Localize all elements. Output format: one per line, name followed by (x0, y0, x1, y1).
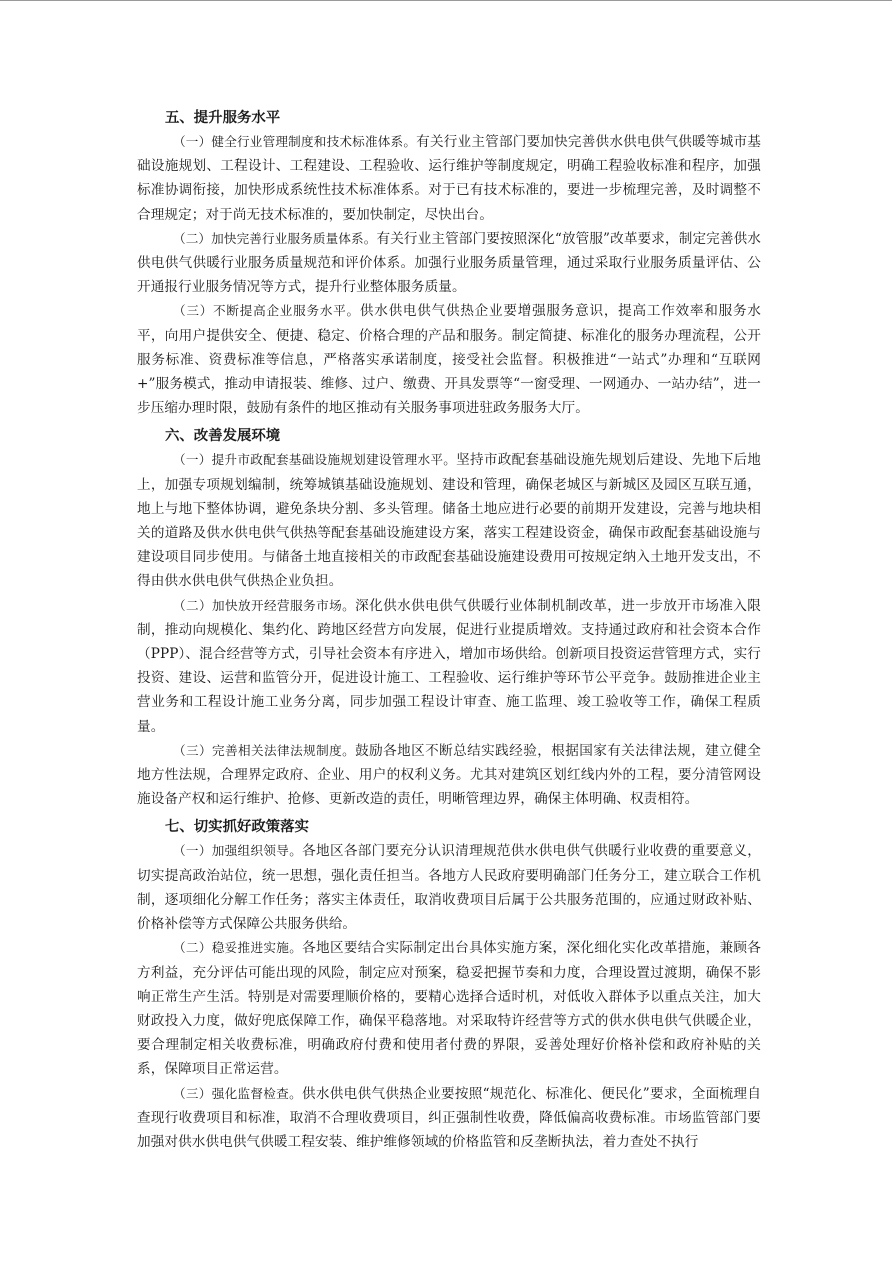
paragraph-6-3 (137, 739, 761, 812)
paragraph-lead: （三）不断提高企业服务水平。 (173, 303, 360, 319)
paragraph-6-2 (137, 594, 761, 739)
section-heading-7: 七、切实抓好政策落实 (165, 818, 309, 836)
paragraph-text: 深化供水供电供气供暖行业体制机制改革，进一步放开市场准入限制，推动向规模化、集约化、跨地区经营方向发展，促进行业提质增效。支持通过政府和社会资本合作（PPP）、混合经营等方式，引导社会资本有序进入，增加市场供给。创新项目投资运营管理方式，实行投资、建设、运营和监管分开，促进设计施工、工程验收、运行维护等环节公平竞争。鼓励推进企业主营业务和工程设计施工业务分离，同步加强工程设计审查、施工监理、竣工验收等工作，确保工程质量。 (137, 597, 761, 735)
paragraph-lead: （一）加强组织领导。 (173, 843, 303, 859)
paragraph-5-1 (137, 130, 761, 227)
paragraph-5-3 (137, 299, 761, 420)
paragraph-lead: （二）加快完善行业服务质量体系。 (173, 230, 377, 246)
paragraph-text: 供水供电供气供热企业要按照“规范化、标准化、便民化”要求，全面梳理自查现行收费项目和标准，取消不合理收费项目，纠正强制性收费，降低偏高收费标准。市场监管部门要加强对供水供电供气供暖工程安装、维护维修领域的价格监管和反垄断执法，着力查处不执行 (137, 1085, 762, 1150)
paragraph-7-1 (137, 839, 761, 936)
paragraph-text: 鼓励各地区不断总结实践经验，根据国家有关法律法规，建立健全地方性法规，合理界定政府、企业、用户的权利义务。尤其对建筑区划红线内外的工程，要分清管网设施设备产权和运行维护、抢修、更新改造的责任，明晰管理边界，确保主体明确、权责相符。 (137, 742, 761, 808)
page-top-border (0, 0, 892, 1)
paragraph-6-1 (137, 448, 761, 593)
section-heading-5: 五、提升服务水平 (165, 109, 281, 126)
paragraph-text: 坚持市政配套基础设施先规划后建设、先地下后地上，加强专项规划编制，统筹城镇基础设施规划、建设和管理，确保老城区与新城区及园区互联互通，地上与地下整体协调，避免条块分割、多头管理。储备土地应进行必要的前期开发建设，完善与地块相关的道路及供水供电供气供热等配套基础设施建设方案，落实工程建设资金，确保市政配套基础设施与建设项目同步使用。与储备土地直接相关的市政配套基础设施建设费用可按规定纳入土地开发支出，不得由供水供电供气供热企业负担。 (137, 452, 762, 590)
paragraph-lead: （三）完善相关法律法规制度。 (173, 742, 356, 758)
paragraph-5-2 (137, 227, 761, 300)
paragraph-7-3 (137, 1082, 761, 1155)
document-page (137, 102, 761, 1154)
paragraph-lead: （三）强化监督检查。 (173, 1085, 302, 1101)
section-heading-6: 六、改善发展环境 (165, 427, 281, 445)
paragraph-7-2 (137, 936, 761, 1081)
paragraph-text: 供水供电供气供热企业要增强服务意识，提高工作效率和服务水平，向用户提供安全、便捷、稳定、价格合理的产品和服务。制定简捷、标准化的服务办理流程，公开服务标准、资费标准等信息，严格落实承诺制度，接受社会监督。积极推进“一站式”办理和“互联网+”服务模式，推动申请报装、维修、过户、缴费、开具发票等“一窗受理、一网通办、一站办结”，进一步压缩办理时限，鼓励有条件的地区推动有关服务事项进驻政务服务大厅。 (137, 303, 761, 417)
paragraph-lead: （一）健全行业管理制度和技术标准体系。 (173, 134, 417, 149)
paragraph-text: 各地区各部门要充分认识清理规范供水供电供气供暖行业收费的重要意义，切实提高政治站位，统一思想，强化责任担当。各地方人民政府要明确部门任务分工，建立联合工作机制，逐项细化分解工作任务；落实主体责任，取消收费项目后属于公共服务范围的，应通过财政补贴、价格补偿等方式保障公共服务供给。 (137, 843, 761, 933)
paragraph-text: 有关行业主管部门要加快完善供水供电供气供暖等城市基础设施规划、工程设计、工程建设、工程验收、运行维护等制度规定，明确工程验收标准和程序，加强标准协调衔接，加快形成系统性技术标准体系。对于已有技术标准的，要进一步梳理完善，及时调整不合理规定；对于尚无技术标准的，要加快制定，尽快出台。 (137, 134, 761, 223)
paragraph-lead: （一）提升市政配套基础设施规划建设管理水平。 (173, 452, 457, 468)
paragraph-text: 有关行业主管部门要按照深化“放管服”改革要求，制定完善供水供电供气供暖行业服务质量规范和评价体系。加强行业服务质量管理，通过采取行业服务质量评估、公开通报行业服务情况等方式，提升行业整体服务质量。 (137, 230, 762, 296)
paragraph-lead: （二）加快放开经营服务市场。 (173, 597, 356, 613)
paragraph-lead: （二）稳妥推进实施。 (173, 940, 303, 956)
paragraph-text: 各地区要结合实际制定出台具体实施方案，深化细化实化改革措施，兼顾各方利益，充分评估可能出现的风险，制定应对预案，稳妥把握节奏和力度，合理设置过渡期，确保不影响正常生产生活。特别是对需要理顺价格的，要精心选择合适时机，对低收入群体予以重点关注，加大财政投入力度，做好兜底保障工作，确保平稳落地。对采取特许经营等方式的供水供电供气供暖企业，要合理制定相关收费标准，明确政府付费和使用者付费的界限，妥善处理好价格补偿和政府补贴的关系，保障项目正常运营。 (137, 940, 761, 1078)
